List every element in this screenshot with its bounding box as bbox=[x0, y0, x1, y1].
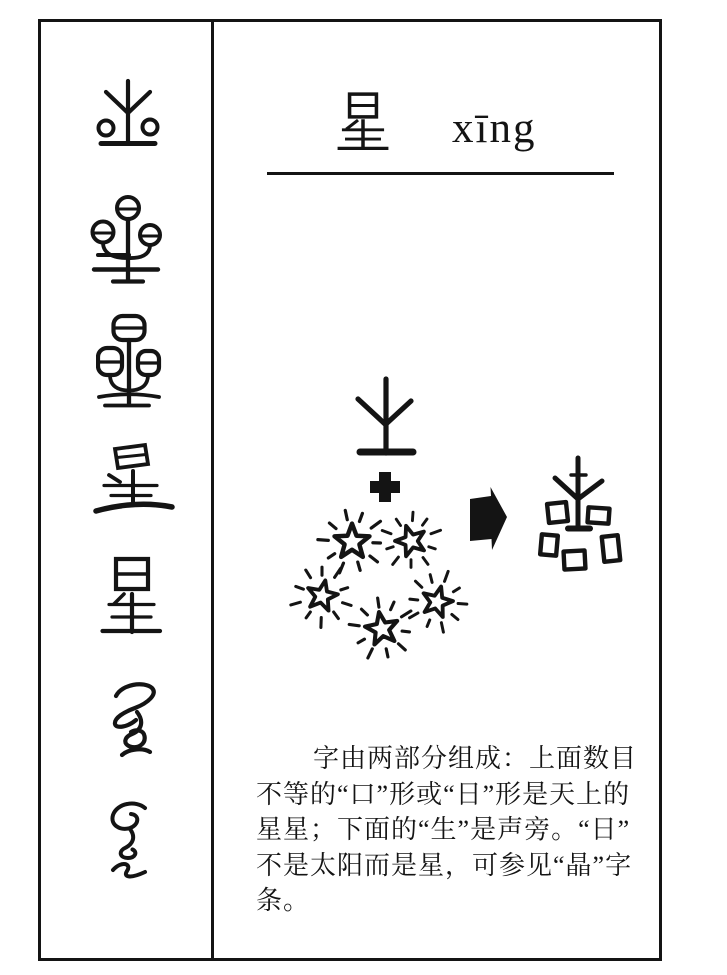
cursive-script-figure bbox=[100, 798, 154, 886]
bronze-glyph-icon bbox=[88, 192, 164, 288]
column-divider-line bbox=[211, 19, 214, 961]
explanation-line: 不是太阳而是星，可参见“晶”字 bbox=[256, 850, 633, 880]
oracle-bone-glyph-icon bbox=[96, 78, 160, 150]
headword-character bbox=[332, 90, 394, 152]
header-underline bbox=[267, 172, 614, 175]
explanation-line: 条。 bbox=[256, 886, 311, 916]
sparkling-stars-icon bbox=[284, 504, 475, 664]
bronze-script-figure bbox=[88, 192, 164, 288]
sprout-pictograph-icon bbox=[358, 379, 413, 453]
explanation-text bbox=[256, 741, 638, 919]
seal-script-figure bbox=[96, 312, 162, 412]
headword-star-glyph bbox=[332, 90, 394, 152]
cursive-glyph-icon bbox=[100, 798, 154, 886]
clerical-glyph-icon bbox=[92, 438, 176, 520]
pinyin-label: xīng bbox=[452, 105, 537, 152]
explanation-line: 字由两部分组成：上面数目 bbox=[313, 744, 638, 773]
running-script-figure bbox=[100, 672, 158, 760]
right-arrow-icon bbox=[470, 487, 507, 550]
plus-icon bbox=[370, 472, 400, 502]
explanation-line: 星星；下面的“生”是声旁。“日” bbox=[256, 815, 631, 845]
etymology-illustration-canvas bbox=[230, 368, 650, 680]
regular-script-figure bbox=[96, 553, 166, 639]
clerical-script-figure bbox=[92, 438, 176, 520]
oracle-star-glyph-icon bbox=[540, 458, 620, 570]
explanation-line: 不等的“口”形或“日”形是天上的 bbox=[256, 779, 631, 809]
regular-glyph-icon bbox=[96, 553, 166, 639]
etymology-illustration bbox=[230, 368, 650, 680]
seal-glyph-icon bbox=[96, 312, 162, 412]
running-glyph-icon bbox=[100, 672, 158, 760]
oracle-bone-script-figure bbox=[96, 78, 160, 150]
